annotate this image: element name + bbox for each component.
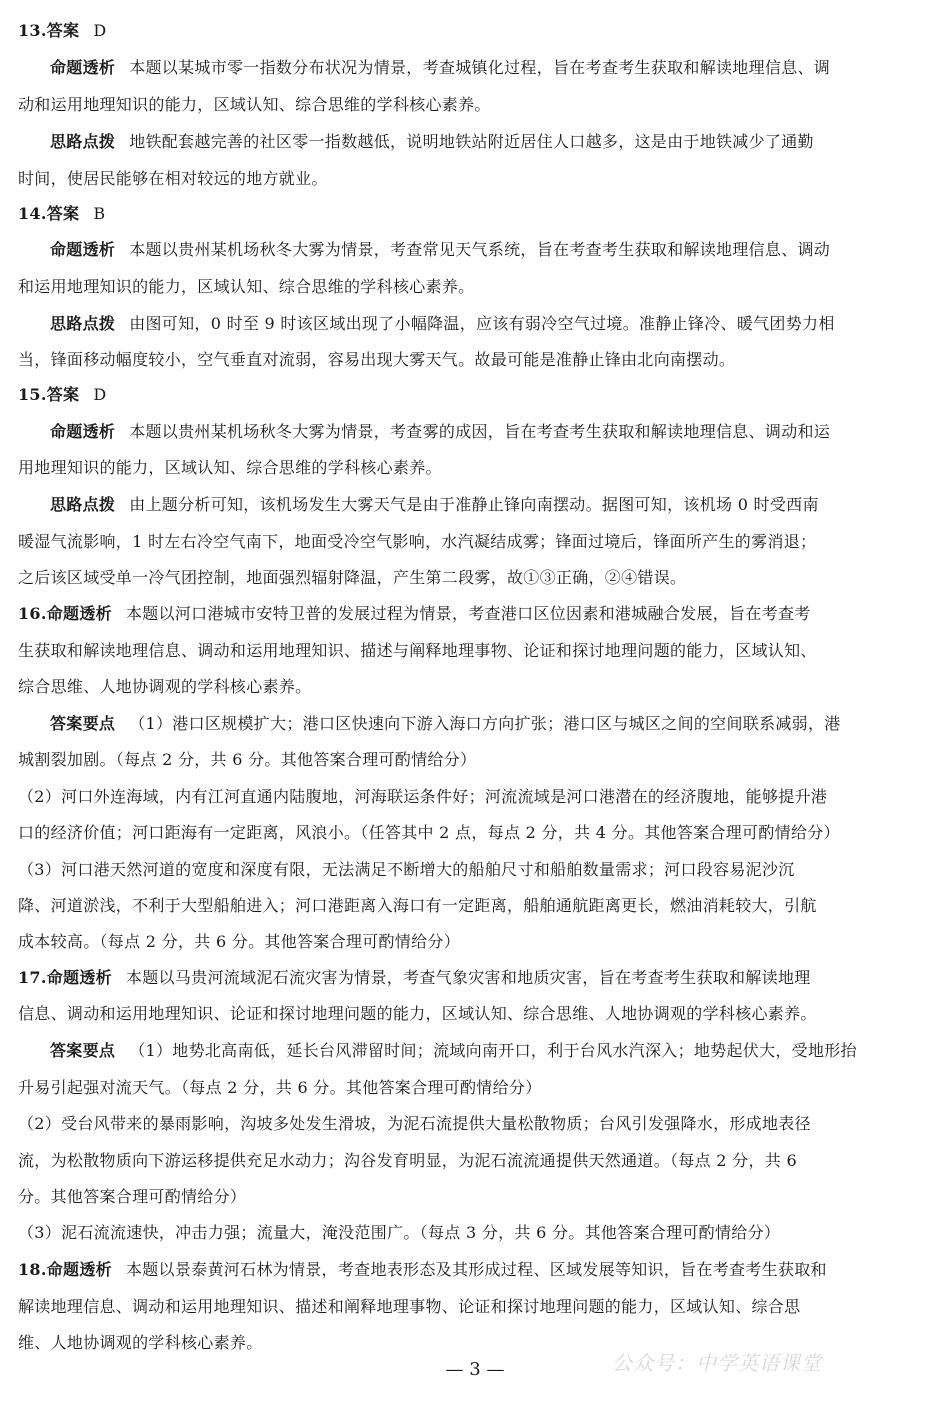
q16-key-line: （2）河口外连海域，内有江河直通内陆腹地，河海联运条件好；河流流域是河口港潜在的经济腹地，能够提升港 <box>18 787 828 806</box>
q17-key-line: 升易引起强对流天气。（每点 2 分，共 6 分。其他答案合理可酌情给分） <box>18 1078 542 1097</box>
q14-analysis-line: 命题透析 本题以贵州某机场秋冬大雾为情景，考查常见天气系统，旨在考查考生获取和解读地理信息、调动 <box>50 240 831 259</box>
q15-hint-line: 暖湿气流影响，1 时左右冷空气南下，地面受冷空气影响，水汽凝结成雾；锋面过境后，锋面所产生的雾消退； <box>18 532 817 551</box>
q17-analysis-line: 17.命题透析 本题以马贵河流域泥石流灾害为情景，考查气象灾害和地质灾害，旨在考查考生获取和解读地理 <box>18 968 811 987</box>
q17-analysis-line: 信息、调动和运用地理知识、论证和探讨地理问题的能力，区域认知、综合思维、人地协调观的学科核心素养。 <box>18 1004 817 1023</box>
q13-hint-line: 思路点拨 地铁配套越完善的社区零一指数越低，说明地铁站附近居住人口越多，这是由于地铁减少了通勤 <box>50 132 814 151</box>
q16-key-line: 口的经济价值；河口距海有一定距离，风浪小。（任答其中 2 点，每点 2 分，共 4 分。其他答案合理可酌情给分） <box>18 823 840 842</box>
q16-analysis-line: 生获取和解读地理信息、调动和运用地理知识、描述与阐释地理事物、论证和探讨地理问题的能力，区域认知、 <box>18 641 817 660</box>
q17-key-line: （3）泥石流流速快，冲击力强；流量大，淹没范围广。（每点 3 分，共 6 分。其他答案合理可酌情给分） <box>18 1223 781 1242</box>
q17-key-line: 分。其他答案合理可酌情给分） <box>18 1187 247 1206</box>
q14-hint-line: 当，锋面移动幅度较小，空气垂直对流弱，容易出现大雾天气。故最可能是准静止锋由北向南摆动。 <box>18 350 736 369</box>
q16-key-line: 答案要点 （1）港口区规模扩大；港口区快速向下游入海口方向扩张；港口区与城区之间的空间联系减弱，港 <box>50 714 841 733</box>
q18-analysis-line: 解读地理信息、调动和运用地理知识、描述和阐释地理事物、论证和探讨地理问题的能力，区域认知、综合思 <box>18 1297 801 1316</box>
q17-key-line: 答案要点 （1）地势北高南低，延长台风滞留时间；流域向南开口，利于台风水汽深入；地势起伏大，受地形抬 <box>50 1041 857 1060</box>
q15-hint-line: 之后该区域受单一冷气团控制，地面强烈辐射降温，产生第二段雾，故①③正确，②④错误。 <box>18 568 687 587</box>
q16-key-line: 降、河道淤浅，不利于大型船舶进入；河口港距离入海口有一定距离，船舶通航距离更长，燃油消耗较大，引航 <box>18 896 817 915</box>
q16-key-line: （3）河口港天然河道的宽度和深度有限，无法满足不断增大的船舶尺寸和船舶数量需求；河口段容易泥沙沉 <box>18 860 795 879</box>
watermark: 公众号：中学英语课堂 <box>612 1351 822 1375</box>
q16-analysis-line: 16.命题透析 本题以河口港城市安特卫普的发展过程为情景，考查港口区位因素和港城融合发展，旨在考查考 <box>18 604 811 623</box>
q18-analysis-line: 维、人地协调观的学科核心素养。 <box>18 1333 263 1352</box>
q16-key-line: 城割裂加剧。（每点 2 分，共 6 分。其他答案合理可酌情给分） <box>18 750 477 769</box>
q14-analysis-line: 和运用地理知识的能力，区域认知、综合思维的学科核心素养。 <box>18 277 475 296</box>
q16-analysis-line: 综合思维、人地协调观的学科核心素养。 <box>18 677 312 696</box>
q17-key-line: 流，为松散物质向下游运移提供充足水动力；沟谷发育明显，为泥石流流通提供天然通道。（每点 2 分，共 6 <box>18 1151 797 1170</box>
q16-key-line: 成本较高。（每点 2 分，共 6 分。其他答案合理可酌情给分） <box>18 932 461 951</box>
q13-analysis-line: 动和运用地理知识的能力，区域认知、综合思维的学科核心素养。 <box>18 95 491 114</box>
q14-hint-line: 思路点拨 由图可知，0 时至 9 时该区域出现了小幅降温，应该有弱冷空气过境。准静止锋冷、暖气团势力相 <box>50 314 835 333</box>
q15-hint-line: 思路点拨 由上题分析可知，该机场发生大雾天气是由于准静止锋向南摆动。据图可知，该机场 0 时受西南 <box>50 495 819 514</box>
q15-header: 15.答案 D <box>18 385 107 404</box>
q18-analysis-line: 18.命题透析 本题以景泰黄河石林为情景，考查地表形态及其形成过程、区域发展等知识，旨在考查考生获取和 <box>18 1260 827 1279</box>
q17-key-line: （2）受台风带来的暴雨影响，沟坡多处发生滑坡，为泥石流提供大量松散物质；台风引发强降水，形成地表径 <box>18 1114 811 1133</box>
q13-hint-line: 时间，使居民能够在相对较远的地方就业。 <box>18 169 328 188</box>
q13-header: 13.答案 D <box>18 21 107 40</box>
q14-header: 14.答案 B <box>18 204 106 223</box>
page-number: — 3 — <box>445 1359 505 1380</box>
q15-analysis-line: 命题透析 本题以贵州某机场秋冬大雾为情景，考查雾的成因，旨在考查考生获取和解读地理信息、调动和运 <box>50 422 831 441</box>
q15-analysis-line: 用地理知识的能力，区域认知、综合思维的学科核心素养。 <box>18 458 442 477</box>
q13-analysis-line: 命题透析 本题以某城市零一指数分布状况为情景，考查城镇化过程，旨在考查考生获取和解读地理信息、调 <box>50 58 831 77</box>
